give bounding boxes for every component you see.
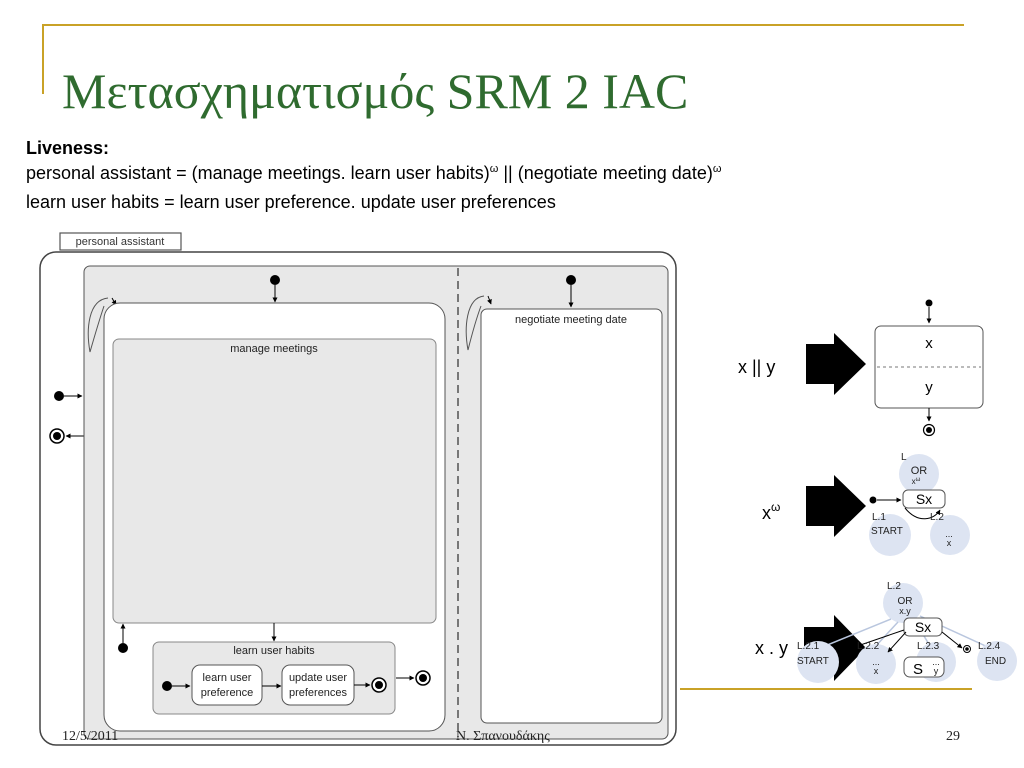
formula-1-part-2: || (negotiate meeting date) <box>498 163 713 183</box>
initial-state-icon <box>54 391 64 401</box>
personal-assistant-statechart <box>40 233 676 745</box>
footer-author: Ν. Σπανουδάκης <box>456 729 550 744</box>
node-id: L.2 <box>887 581 901 592</box>
learn-user-preference-label: learn user <box>202 672 252 684</box>
manage-meetings-label: manage meetings <box>230 343 318 355</box>
sx-label: Sx <box>914 619 932 635</box>
page-number: 29 <box>946 729 960 744</box>
node-dots: ... <box>932 657 940 667</box>
node-type: OR <box>910 465 928 477</box>
learn-user-habits-label: learn user habits <box>233 645 315 657</box>
liveness-formula-2: learn user habits = learn user preference. update user preferences <box>26 192 556 212</box>
omega-legend <box>762 452 970 556</box>
node-id: L.2.4 <box>978 641 1001 652</box>
node-name: START <box>797 656 829 667</box>
right-arrow-icon <box>806 475 866 537</box>
node-expression: x.y <box>899 606 911 616</box>
update-user-preferences-label: update user <box>288 672 348 684</box>
update-user-preferences-state <box>282 665 354 705</box>
node-var: y <box>933 666 939 676</box>
node-expression: $x^\omega$ <box>911 477 921 486</box>
update-user-preferences-label: preferences <box>288 687 348 699</box>
node-name: END <box>985 656 1007 667</box>
node-var: x <box>946 538 952 548</box>
slide-title: Μετασχηματισμός SRM 2 IAC <box>62 63 689 119</box>
personal-assistant-label: personal assistant <box>75 236 165 248</box>
parallel-top-label: x <box>925 335 933 352</box>
node-dots: ... <box>872 657 880 667</box>
node-dots: ... <box>945 529 953 539</box>
omega-superscript: ω <box>712 163 722 175</box>
omega-label: $x^\omega$ <box>762 500 781 523</box>
sequence-label: x . y <box>755 638 789 658</box>
initial-state-icon <box>118 643 128 653</box>
initial-state-icon <box>270 275 280 285</box>
sx-label: Sx <box>915 491 933 507</box>
sequence-legend <box>755 581 1017 684</box>
manage-meetings-state <box>113 339 436 623</box>
parallel-bottom-label: y <box>925 379 933 396</box>
node-type: OR <box>897 596 913 607</box>
initial-state-icon <box>566 275 576 285</box>
parallel-label: x || y <box>738 357 776 377</box>
formula-1-part-1: personal assistant = (manage meetings. learn user habits) <box>26 163 490 183</box>
node-var: x <box>873 666 879 676</box>
negotiate-meeting-date-state <box>481 309 662 723</box>
node-id: L.2 <box>930 512 944 523</box>
footer-date: 12/5/2011 <box>62 729 119 744</box>
initial-state-icon <box>162 681 172 691</box>
node-id: L.2.1 <box>797 641 820 652</box>
initial-state-icon <box>870 497 877 504</box>
right-arrow-icon <box>806 333 866 395</box>
parallel-legend <box>738 300 983 436</box>
learn-user-preference-state <box>192 665 262 705</box>
node-id: L.2.2 <box>857 641 880 652</box>
node-id: L <box>901 452 907 463</box>
liveness-heading: Liveness: <box>26 138 110 158</box>
omega-superscript: ω <box>489 163 499 175</box>
node-id: L.2.3 <box>917 641 940 652</box>
s-label: S <box>913 661 924 678</box>
learn-user-preference-label: preference <box>200 687 254 699</box>
node-name: START <box>871 526 903 537</box>
initial-state-icon <box>926 300 933 307</box>
node-id: L.1 <box>872 512 886 523</box>
negotiate-meeting-date-label: negotiate meeting date <box>515 314 627 326</box>
